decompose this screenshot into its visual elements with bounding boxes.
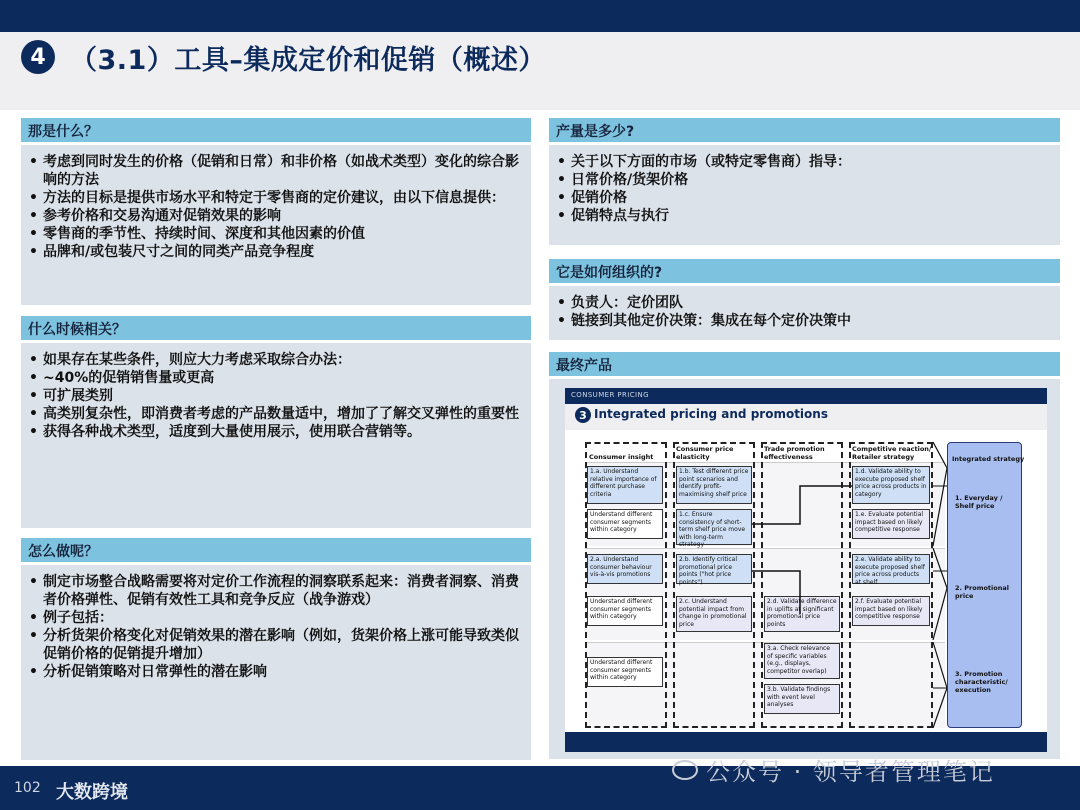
bullet-item: • 获得各种战术类型，适度到大量使用展示，使用联合营销等。 [43,423,521,441]
top-banner [0,0,1080,32]
section-heading-how: 怎么做呢？ [21,538,531,562]
section-heading-what: 那是什么？ [21,118,531,142]
column-head-competitive-reaction: Competitive reaction/ Retailer strategy [852,445,932,461]
bullet-list-what [21,145,531,261]
section-body-org [549,286,1060,340]
bullet-item: • 链接到其他定价决策：集成在每个定价决策中 [571,312,1050,330]
section-heading-org: 它是如何组织的? [549,259,1060,283]
bullet-list-when [21,343,531,441]
bullet-item: • 参考价格和交易沟通对促销效果的影响 [43,207,521,225]
watermark-text: 公众号 · 领导者管理笔记 [706,758,995,786]
bullet-item: • 方法的目标是提供市场水平和特定于零售商的定价建议，由以下信息提供： [43,189,521,207]
brand-logo-text: 大数跨境 [56,782,128,803]
bullet-item: • 例子包括： [43,609,521,627]
figure-bottom-bar [565,732,1047,752]
box-2e: 2.e. Validate ability to execute proposed shelf price across products at shelf [852,554,930,584]
column-head-consumer-insight: Consumer insight [589,453,654,461]
integrated-strategy-heading: Integrated strategy [952,455,1025,463]
bullet-list-output [549,145,1060,225]
box-1b: 1.b. Test different price point scenarios and identify profit-maximising shelf price [676,466,752,504]
box-1c: 1.c. Ensure consistency of short-term shelf price move with long-term strategy [676,509,752,545]
box-2d: 2.d. Validate difference in uplifts at significant promotional price points [764,596,840,632]
bullet-item: • 可扩展类别 [43,387,521,405]
bullet-item: • 制定市场整合战略需要将对定价工作流程的洞察联系起来：消费者洞察、消费者价格弹性、促销有效性工具和竞争反应（战争游戏） [43,573,521,609]
title-number-badge: 4 [21,40,55,74]
box-2a: 2.a. Understand consumer behaviour vis-à-vis promotions [587,554,663,584]
page-number: 102 [14,780,41,796]
box-3-segments: Understand different consumer segments within category [587,657,663,687]
bullet-item: • 品牌和/或包装尺寸之间的同类产品竞争程度 [43,243,521,261]
bullet-item: • 高类别复杂性，即消费者考虑的产品数量适中，增加了了解交叉弹性的重要性 [43,405,521,423]
integrated-pricing-figure [565,388,1047,752]
box-2-segments: Understand different consumer segments within category [587,596,663,626]
bullet-item: • 分析促销策略对日常弹性的潜在影响 [43,663,521,681]
bullet-item: • ~40%的促销销售量或更高 [43,369,521,387]
figure-topline: CONSUMER PRICING [565,388,1047,404]
bullet-item: • 零售商的季节性、持续时间、深度和其他因素的价值 [43,225,521,243]
bullet-item: • 日常价格/货架价格 [571,171,1050,189]
section-heading-final: 最终产品 [549,352,1060,376]
section-heading-output: 产量是多少? [549,118,1060,142]
box-1d: 1.d. Validate ability to execute proposed shelf price across products in category [852,466,930,504]
column-head-trade-promotion: Trade promotion effectiveness [764,445,825,461]
box-1e: 1.e. Evaluate potential impact based on likely competitive response [852,509,930,539]
section-heading-when: 什么时候相关？ [21,316,531,340]
integrated-item-3: 3. Promotion characteristic/ execution [955,670,1008,694]
bullet-item: • 分析货架价格变化对促销效果的潜在影响（例如，货架价格上涨可能导致类似促销价格的促销提升增加） [43,627,521,663]
bullet-item: • 促销特点与执行 [571,207,1050,225]
bullet-item: • 促销价格 [571,189,1050,207]
box-3b: 3.b. Validate findings with event level analyses [764,684,840,714]
figure-number-badge: 3 [575,407,591,423]
section-body-output [549,145,1060,245]
integrated-item-2: 2. Promotional price [955,584,1009,600]
bullet-list-how [21,565,531,681]
integrated-item-1: 1. Everyday / Shelf price [955,494,1003,510]
bullet-item: • 考虑到同时发生的价格（促销和日常）和非价格（如战术类型）变化的综合影响的方法 [43,153,521,189]
box-2f: 2.f. Evaluate potential impact based on likely competitive response [852,596,930,626]
page-title: （3.1）工具–集成定价和促销（概述） [70,45,546,76]
box-1-segments: Understand different consumer segments within category [587,509,663,539]
box-2c: 2.c. Understand potential impact from change in promotional price [676,596,752,632]
bullet-item: • 负责人：定价团队 [571,294,1050,312]
bullet-item: • 关于以下方面的市场（或特定零售商）指导： [571,153,1050,171]
section-body-when [21,343,531,528]
wechat-icon [672,760,698,780]
box-3a: 3.a. Check relevance of specific variables (e.g., displays, competitor overlap) [764,643,840,679]
section-body-how [21,565,531,760]
box-2b: 2.b. Identify critical promotional price points ("hot price points") [676,554,752,584]
box-1a: 1.a. Understand relative importance of different purchase criteria [587,466,663,504]
section-body-what [21,145,531,305]
bullet-list-org [549,286,1060,330]
bullet-item: • 如果存在某些条件，则应大力考虑采取综合办法： [43,351,521,369]
column-head-price-elasticity: Consumer price elasticity [676,445,734,461]
figure-title: Integrated pricing and promotions [594,407,828,421]
